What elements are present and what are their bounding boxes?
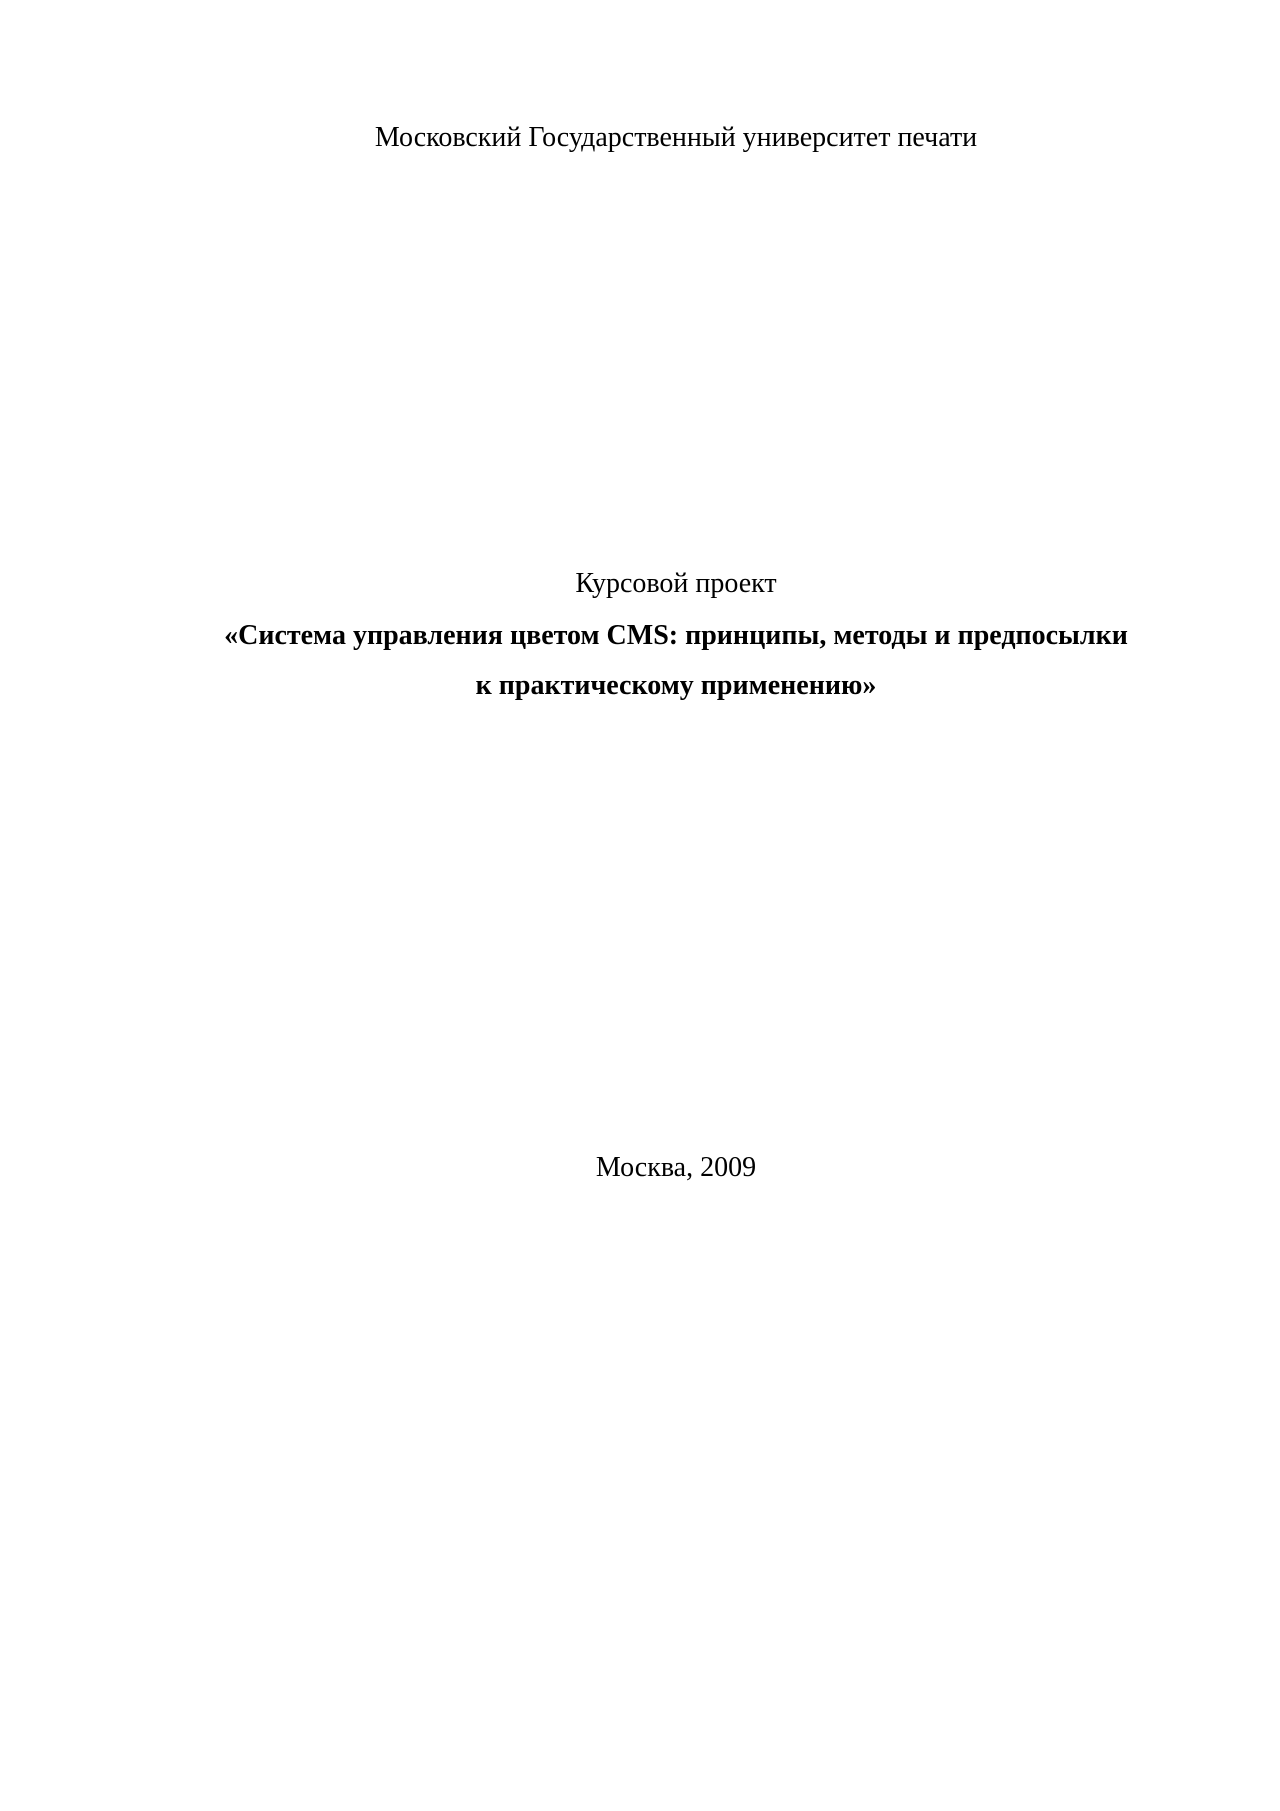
document-type: Курсовой проект	[575, 568, 777, 599]
project-title-line-2: к практическому применению»	[475, 670, 877, 701]
project-title-line-1: «Система управления цветом CMS: принципы, методы и предпосылки	[224, 620, 1128, 651]
university-name: Московский Государственный университет печати	[374, 122, 978, 153]
place-and-year: Москва, 2009	[595, 1152, 757, 1183]
